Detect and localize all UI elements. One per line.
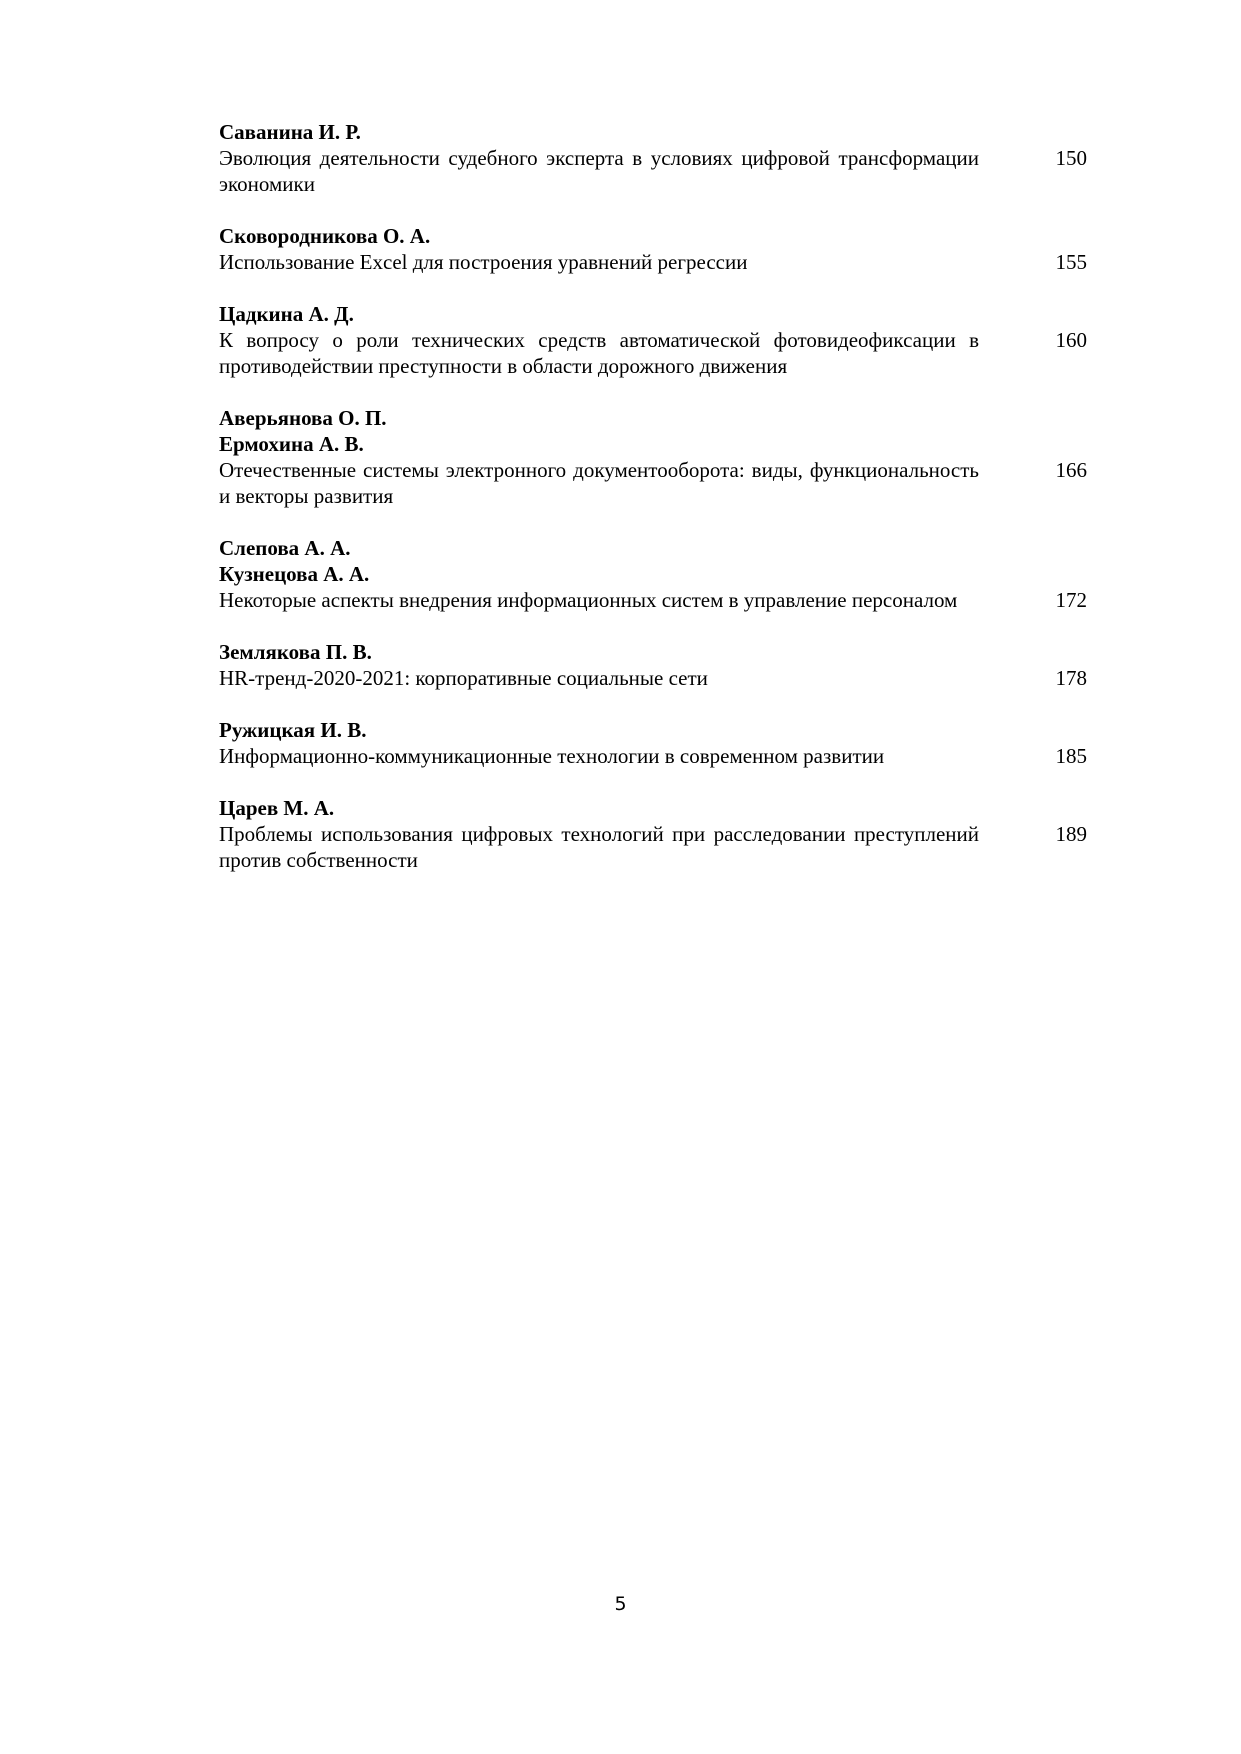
toc-row — [219, 587, 1087, 613]
page-number-footer: 5 — [614, 1593, 627, 1615]
toc-row — [219, 743, 1087, 769]
toc-title: К вопросу о роли технических средств автоматической фотовидеофиксации в противодействии преступности в области дорожного движения — [219, 328, 979, 378]
toc-entry — [219, 405, 1087, 509]
toc-page-number: 150 — [1055, 146, 1087, 170]
toc-entry — [219, 535, 1087, 613]
toc-page-number: 166 — [1055, 458, 1087, 482]
toc-row — [219, 327, 1087, 379]
toc-title: HR-тренд-2020-2021: корпоративные социальные сети — [219, 666, 708, 690]
toc-entry — [219, 717, 1087, 769]
toc-author: Землякова П. В. — [219, 640, 372, 664]
toc-entry — [219, 223, 1087, 275]
toc-page-number: 189 — [1055, 822, 1087, 846]
toc-author: Ружицкая И. В. — [219, 718, 367, 742]
toc-author: Цадкина А. Д. — [219, 302, 354, 326]
toc-author: Сковородникова О. А. — [219, 224, 431, 248]
toc-title: Отечественные системы электронного документооборота: виды, функциональность и векторы развития — [219, 458, 979, 508]
toc-title: Некоторые аспекты внедрения информационных систем в управление персоналом — [219, 588, 958, 612]
toc-page-number: 178 — [1055, 666, 1087, 690]
toc-row — [219, 249, 1087, 275]
toc-row — [219, 665, 1087, 691]
toc-page-number: 155 — [1055, 250, 1087, 274]
toc-page-number: 160 — [1055, 328, 1087, 352]
toc-title: Использование Excel для построения уравнений регрессии — [219, 250, 748, 274]
toc-author: Ермохина А. В. — [219, 432, 364, 456]
toc-page-number: 185 — [1055, 744, 1087, 768]
toc-author: Кузнецова А. А. — [219, 562, 370, 586]
toc-row — [219, 457, 1087, 509]
table-of-contents — [219, 119, 1087, 899]
toc-title: Информационно-коммуникационные технологии в современном развитии — [219, 744, 885, 768]
toc-title: Проблемы использования цифровых технологий при расследовании преступлений против собственности — [219, 822, 979, 872]
toc-author: Слепова А. А. — [219, 536, 351, 560]
toc-row — [219, 145, 1087, 197]
toc-entry — [219, 639, 1087, 691]
toc-entry — [219, 301, 1087, 379]
toc-entry — [219, 119, 1087, 197]
toc-entry — [219, 795, 1087, 873]
toc-author: Саванина И. Р. — [219, 120, 361, 144]
toc-page-number: 172 — [1055, 588, 1087, 612]
toc-author: Царев М. А. — [219, 796, 335, 820]
toc-author: Аверьянова О. П. — [219, 406, 387, 430]
toc-title: Эволюция деятельности судебного эксперта в условиях цифровой трансформации экономики — [219, 146, 979, 196]
toc-row — [219, 821, 1087, 873]
